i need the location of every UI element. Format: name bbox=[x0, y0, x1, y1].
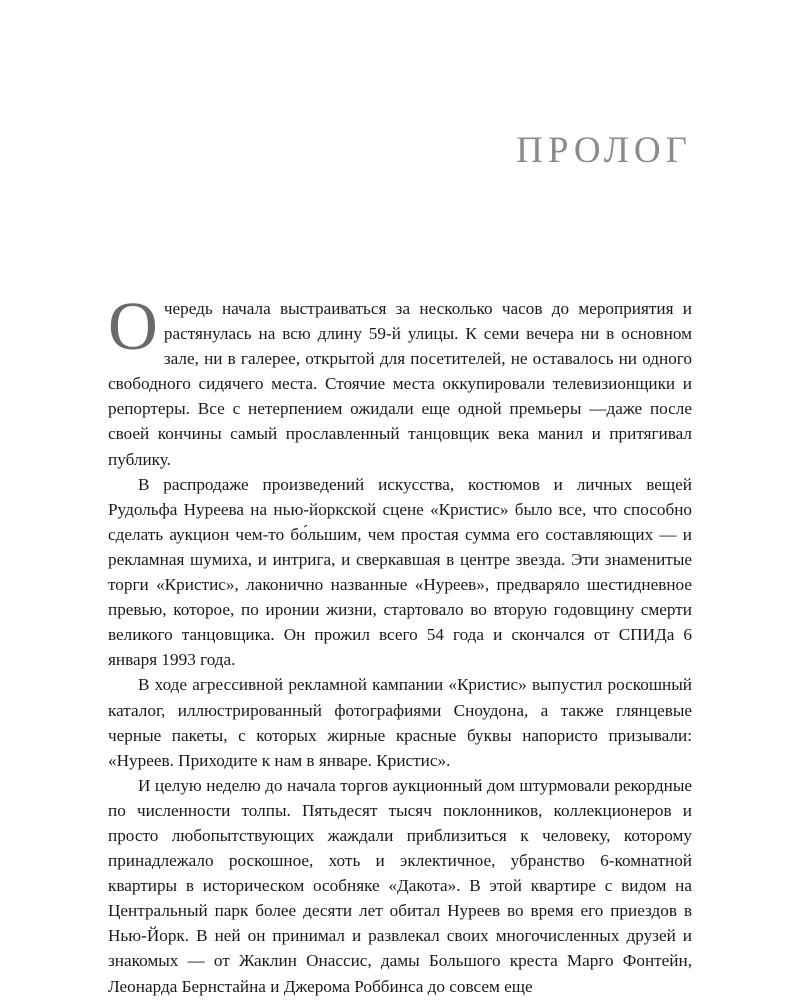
paragraph-1-text: чередь начала выстраиваться за несколько часов до мероприятия и растянулась на всю длину 59-й улицы. К семи вечера ни в основном зале, ни в галерее, открытой для посетителей, не оставалось ни одного свободного сидячего места. Стоячие места оккупировали телевизионщики и репортеры. Все с нетерпением ожидали еще одной премьеры —даже после своей кончины самый прославленный танцовщик века манил и притягивал публику. bbox=[108, 299, 692, 469]
paragraph-3: В ходе агрессивной рекламной кампании «Кристис» выпустил роскошный каталог, иллюстрированный фотографиями Сноудона, а также глянцевые черные пакеты, с которых жирные красные буквы напористо призывали: «Нуреев. Приходите к нам в январе. Кристис». bbox=[108, 675, 692, 770]
drop-cap: О bbox=[108, 288, 158, 364]
page-title: ПРОЛОГ bbox=[516, 130, 692, 171]
paragraph-4: И целую неделю до начала торгов аукционный дом штурмовали рекордные по численности толпы. Пятьдесят тысяч поклонников, коллекционеров и просто любопытствующих жаждали приблизиться к человеку, которому принадлежало роскошное, хоть и эклектичное, убранство 6-комнатной квартиры в историческом особняке «Дакота». В этой квартире с видом на Центральный парк более десяти лет обитал Нуреев во время его приездов в Нью-Йорк. В ней он принимал и развлекал своих многочисленных друзей и знакомых — от Жаклин Онассис, дамы Большого креста Марго Фонтейн, Леонарда Бернстайна и Джерома Роббинса до совсем еще bbox=[108, 775, 692, 996]
paragraph-2: В распродаже произведений искусства, костюмов и личных вещей Рудольфа Нуреева на нью-йоркской сцене «Кристис» было все, что способно сделать аукцион чем-то бо́льшим, чем простая сумма его составляющих — и рекламная шумиха, и интрига, и сверкавшая в центре звезда. Эти знаменитые торги «Кристис», лаконично названные «Нуреев», предваряло шестидневное превью, которое, по иронии жизни, стартовало во вторую годовщину смерти великого танцовщика. Он прожил всего 54 года и скончался от СПИДа 6 января 1993 года. bbox=[108, 474, 692, 670]
body-text bbox=[108, 288, 692, 999]
paragraph-1 bbox=[108, 288, 692, 472]
